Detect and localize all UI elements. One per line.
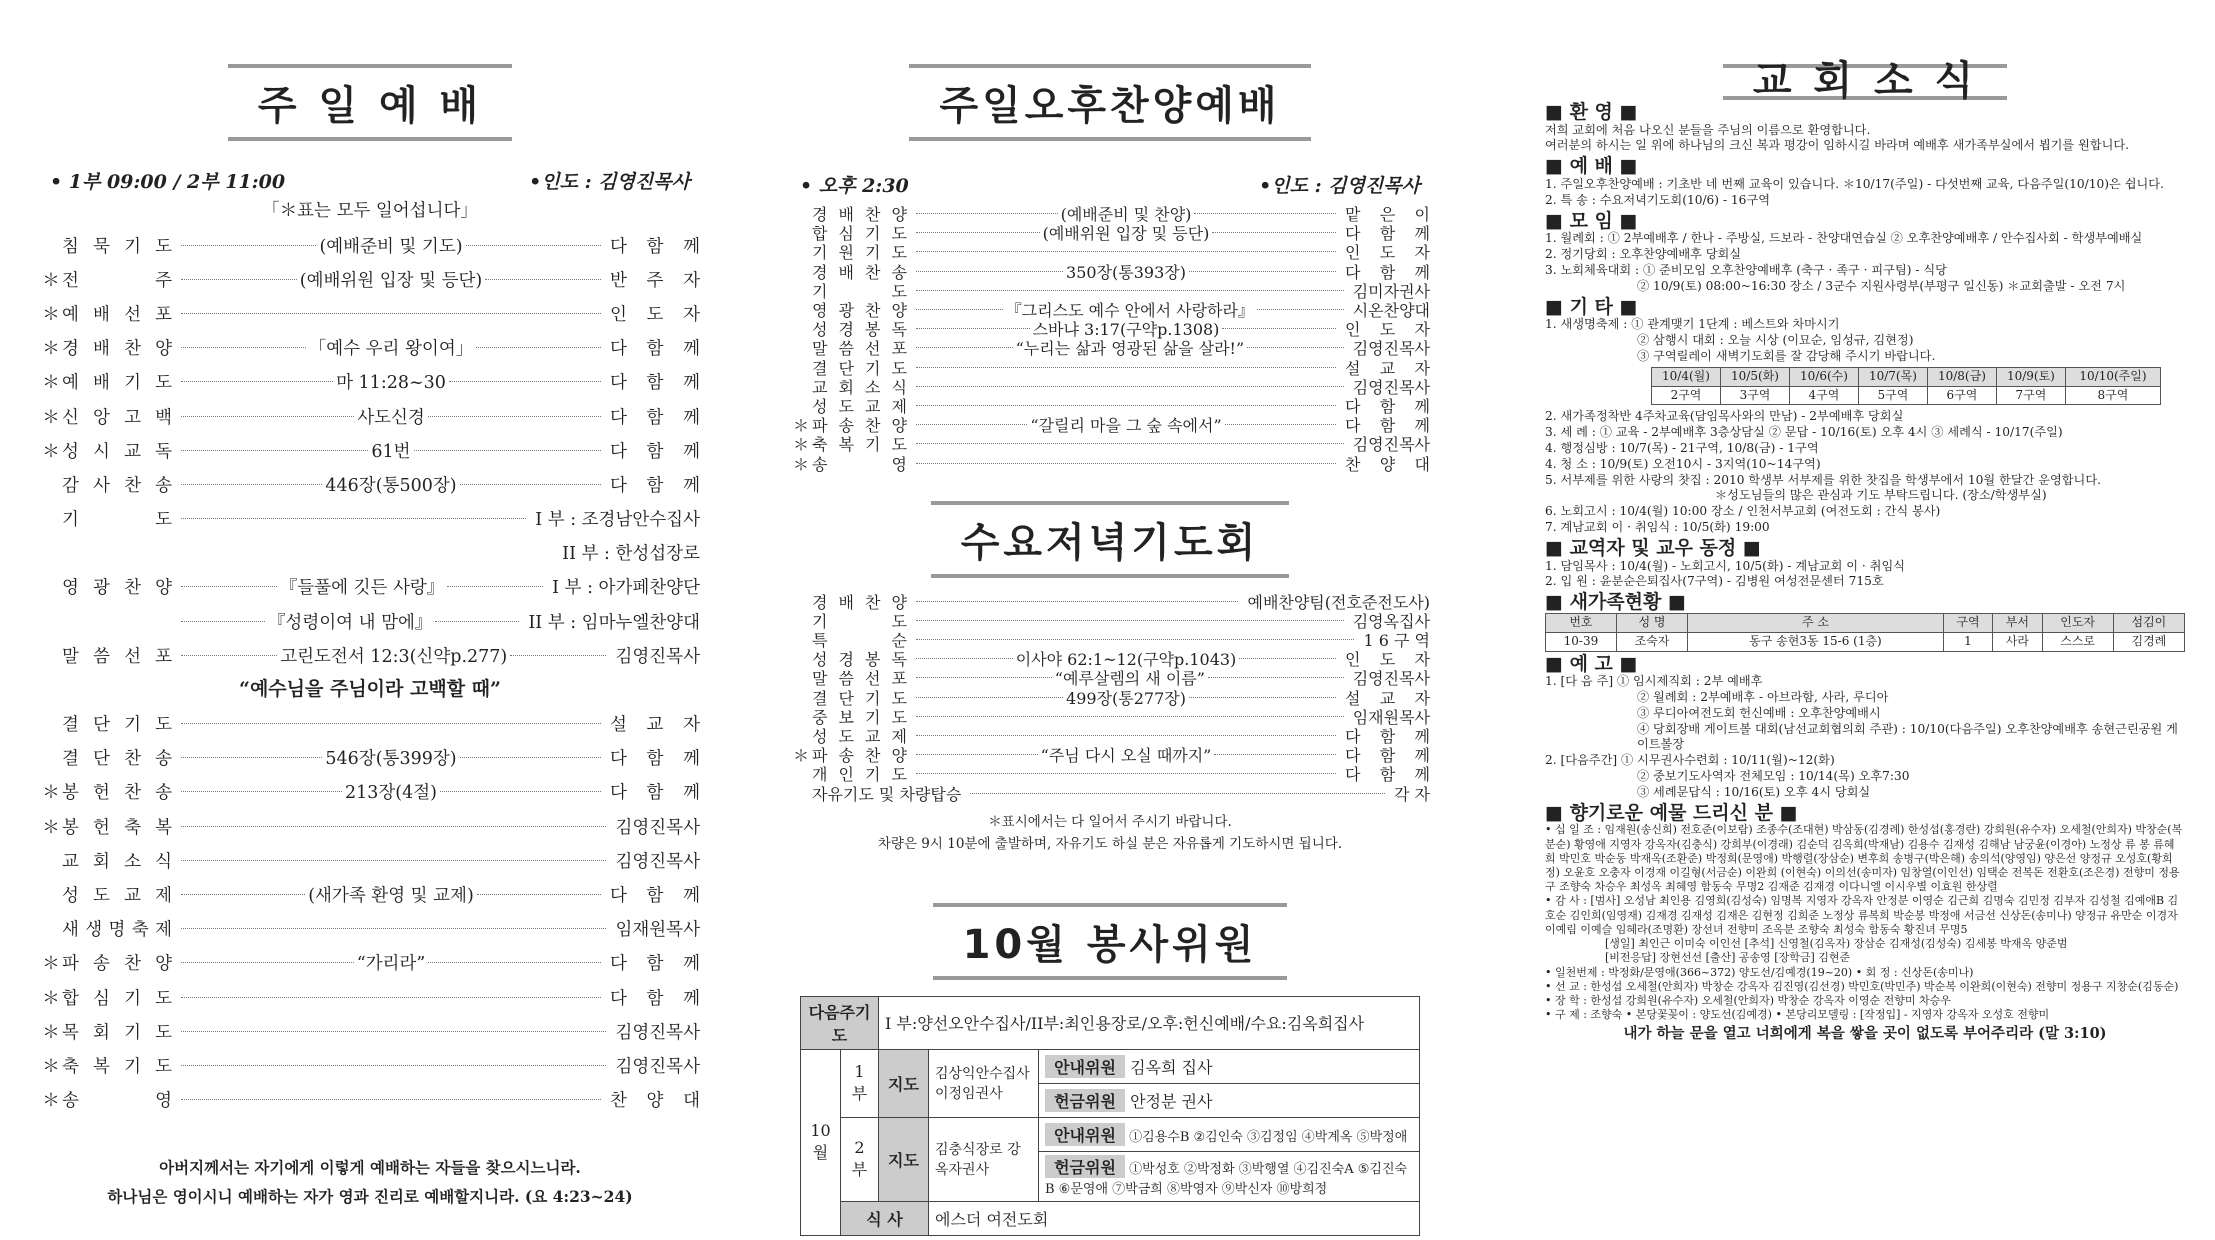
- order-item-content: 61번: [371, 441, 411, 462]
- order-item-content: 『들풀에 깃든 사랑』: [279, 578, 445, 599]
- footer-verse-1: 아버지께서는 자기에게 이렇게 예배하는 자들을 찾으시느니라.: [159, 1157, 581, 1177]
- order-item-content: (예배준비 및 기도): [319, 236, 463, 257]
- afternoon-worship-column: [790, 0, 1430, 1240]
- order-item-name: 결 단 기 도: [812, 688, 907, 708]
- order-item-name: 합 심 기 도: [62, 988, 172, 1009]
- order-item-person: 다 함 께: [610, 988, 700, 1009]
- order-item-name: 새 생 명 축 제: [62, 920, 172, 941]
- order-item-name: 성 경 봉 독: [812, 650, 907, 670]
- order-item-name: 자유기도 및 차량탑승: [812, 784, 962, 804]
- order-item-person: 다 함 께: [610, 441, 700, 462]
- order-item-person: 인 도 자: [1345, 650, 1430, 670]
- order-row: [40, 877, 700, 911]
- order-item-name: 교 회 소 식: [812, 377, 907, 397]
- order-list-2: [40, 706, 700, 1116]
- order-item-person: 김영진목사: [1352, 435, 1430, 455]
- order-item-person: 다 함 께: [610, 475, 700, 496]
- misc-heading: ■ 기 타 ■: [1545, 295, 1638, 318]
- order-item-person: 반 주 자: [610, 270, 700, 291]
- church-news-column: 교 회 소 식 ■ 환 영 ■ 저희 교회에 처음 나오신 분들을 주님의 이름으로 환영합니다. 여러분의 하시는 일 위에 하나님의 크신 복과 평강이 임하시길 바라며 예배후 새가족부실에서 뵙기를 원합니다. ■ 예 배 ■ 1. 주일오후찬양예배 : 기초반 네 번째 교육이 있습니다. ＊10/17(주일) - 다섯번째 교육, 다음주일(10/10)은 쉽니다. 2. 특 송 : 수요저녁기도회(10/6) - 16구역 ■ 모 임 ■ 1. 월례회 : ① 2부예배후 / 한나 - 주방실, 드보라 - 찬양대연습실 ② 오후찬양예배후 / 안수집사회 - 학생부예배실 2. 정기당회 : 오후찬양예배후 당회실 3. 노회체육대회 : ① 준비모임 오후찬양예배후 (축구 · 족구 · 피구팀) - 식당 ② 10/9(토) 08:00~16:30 장소 / 3군수 지원사령부(부평구 일신동) ＊교회출발 - 오전 7시 ■ 기 타 ■ 1. 새생명축제 : ① 관계맺기 1단계 : 베스트와 차마시기 ② 삼행시 대회 : 오늘 시상 (이묘순, 임성규, 김현정) ③ 구역릴레이 새벽기도회를 잘 감당해 주시기 바랍니다. 10/4(월) 10/5(화) 10/6(수) 10/7(목) 10/8(금) 10/9(토) 10/10(주일) 2구역 3구역 4구역 5구역 6구역 7구역 8구역 2. 새가족정착반 4주차교육(담임목사와의 만남) - 2부예배후 당회실 3. 세 례 : ① 교육 - 2부예배후 3층상담실 ② 문답 - 10/16(토) 오후 4시 ③ 세례식 - 10/17(주일) 4. 행정심방 : 10/7(목) - 21구역, 10/8(금) - 1구역 4. 청 소 : 10/9(토) 오전10시 - 3지역(10~14구역) 5. 서부제를 위한 사랑의 찻집 : 2010 학생부 서부제를 위한 찻집을 학생부에서 10월 한달간 운영합니다. ＊성도님들의 많은 관심과 기도 부탁드립니다. (장소/학생부실) 6. 노회고시 : 10/4(월) 10:00 장소 / 인천서부교회 (여전도회 : 간식 봉사) 7. 계남교회 이 · 취임식 : 10/5(화) 19:00 ■ 교역자 및 교우 동정 ■ 1. 담임목사 : 10/4(월) - 노회고시, 10/5(화) - 계남교회 이 · 취임식 2. 입 원 : 윤분순은퇴집사(7구역) - 김병원 여성전문센터 715호 ■ 새가족현황 ■ 번호 성 명 주 소 구역 부서 인도자 섬김이 10-39 조숙자 동구 송현3동 15-6 (1층) 1 사라 스스로 김경례 ■ 예 고 ■ 1. [다 음 주] ① 임시제직회 : 2부 예배후 ② 월례회 : 2부예배후 - 아브라함, 사라, 루디아 ③ 루디아여전도회 헌신예배 : 오후찬양예배시 ④ 당회장배 게이트볼 대회(남선교회협의회 주관) : 10/10(다음주일) 오후찬양예배후 송현근린공원 게이트볼장 2. [다음주간] ① 시무권사수련회 : 10/11(월)~12(화) ② 중보기도사역자 전체모임 : 10/14(목) 오후7:30 ③ 세례문답식 : 10/16(토) 오후 4시 당회실 ■ 향기로운 예물 드리신 분 ■ • 십 일 조 : 임재원(송신희) 전호준(이보람) 조종수(조대현) 박삼동(김경례) 한성섭(홍경란) 강희원(유수자) 오세철(안희자) 박창순(복분순) 황영애 지영자 강옥자(김충식) 강희부(이경래) 김순덕 김옥희(박재남) 김용수 김재성 김해남 남궁윤(이경아) 노정상 류 봉 류혜희 박민호 박순동 박재옥(조환준) 박정희(문영애) 박행렬(장삼순) 변후희 송병구(박은해) 송의석(양영임) 양은선 양정규 오성호(황희정) 오윤호 오충자 이경재 이길형(서금순) 이완희 (이현숙) 이의선(송미자) 임창열(이인선) 임택순 전복돈 전환호(조은경) 전향미 정용구 조향숙 차승우 최성옥 최혜영 함동숙 무명2 김재준 김재경 이다니엘 이시우별 이효원 한상렬 • 감 사 : [범사] 오성남 최인용 김영희(김성숙) 임명복 지영자 강옥자 안정분 이영순 김근희 김명숙 김민정 김부자 김성철 김예애B 김호순 김인희(임영재) 김재경 김재성 김재은 김현정 김희준 노정상 류복희 박순봉 박정애 서금선 신상돈(송미나) 양정규 유만순 이경자 이예림 이예슬 임혜라(조명환) 장선녀 전향미 조옥분 조향숙 최성숙 함동숙 황진녀 무명5 [생일] 최인근 이미숙 이인선 [추석] 신영철(김옥자) 장삼순 김재성(김성숙) 김세봉 박재옥 양준범 [비전응답] 장현선선 [출산] 공송영 [장학금] 김현준 • 일천번제 : 박정화/문영애(366~372) 양도선/김예경(19~20) • 회 정 : 신상돈(송미나) • 선 교 : 한성섭 오세철(안희자) 박창순 강옥자 김진영(김선경) 박민호(박민주) 박순복 이완희(이현숙) 전향미 정용구 지창순(김동순) • 장 학 : 한성섭 강희원(유수자) 오세철(안희자) 박창순 강옥자 이영순 전향미 차승우 • 구 제 : 조향숙 • 본당꽃꽂이 : 양도선(김예경) • 본당리모델링 : [작정입] - 지영자 강옥자 오성호 전향미 내가 하늘 문을 열고 너희에게 복을 쌓을 곳이 없도록 부어주리라 (말 3:10): [1545, 0, 2185, 1240]
- afternoon-leader: •인도 : 김영진목사: [1259, 175, 1420, 197]
- order-item-person: 찬 양 대: [1345, 454, 1430, 474]
- order-item-person: 다 함 께: [610, 407, 700, 428]
- staff-news-heading: ■ 교역자 및 교우 동정 ■: [1545, 536, 1761, 559]
- sunday-worship-column: [40, 0, 700, 1240]
- order-item-content: (예배준비 및 찬양): [1060, 205, 1192, 225]
- order-row: ＊ 경 배 찬 양 「예수 우리 왕이여」 다 함 께: [40, 331, 700, 365]
- footer-verse-2: 하나님은 영이시니 예배하는 자가 영과 진리로 예배할지니라. (요 4:23~24): [107, 1186, 633, 1206]
- order-item-name: 파 송 찬 양: [62, 954, 172, 975]
- order-item-content: 고린도전서 12:3(신약p.277): [280, 646, 508, 667]
- order-item-content: 350장(통393장): [1066, 262, 1186, 282]
- order-row: ＊ 성 시 교 독 61번 다 함 께: [40, 433, 700, 467]
- order-row: ＊ 신 앙 고 백 사도신경 다 함 께: [40, 399, 700, 433]
- order-item-person: 다 함 께: [1345, 224, 1430, 244]
- order-item-name: 목 회 기 도: [62, 1022, 172, 1043]
- order-item-name: 경 배 찬 양: [62, 339, 172, 360]
- wednesday-order-list: [790, 592, 1430, 803]
- order-item-name: 신 앙 고 백: [62, 407, 172, 428]
- order-item-person: 김영진목사: [615, 646, 700, 667]
- wednesday-title: 수요저녁기도회: [931, 501, 1289, 578]
- order-item-content: 『그리스도 예수 안에서 사랑하라』: [1005, 301, 1254, 321]
- afternoon-order-list: [790, 204, 1430, 473]
- order-item-name: 송 영: [62, 1091, 172, 1112]
- order-row: [40, 228, 700, 262]
- order-item-person: 김영진목사: [615, 1022, 700, 1043]
- order-row: ＊ 합 심 기 도 다 함 께: [40, 980, 700, 1014]
- order-item-name: 기 도: [812, 611, 907, 631]
- order-item-person: 김영진목사: [1352, 669, 1430, 689]
- order-item-name: 결 단 기 도: [812, 358, 907, 378]
- standing-note-2: ＊표시에서는 다 일어서 주시기 바랍니다.: [988, 813, 1232, 830]
- order-item-person: 설 교 자: [1345, 688, 1430, 708]
- worship-heading: ■ 예 배 ■: [1545, 155, 1638, 178]
- order-item-person: I 부 : 조경남안수집사: [535, 510, 700, 531]
- order-item-person: 다 함 께: [610, 954, 700, 975]
- volunteer-title: 10월 봉사위원: [933, 903, 1288, 980]
- church-news-title: 교 회 소 식: [1723, 64, 2007, 100]
- order-item-name: 축 복 기 도: [812, 435, 907, 455]
- order-item-name: 봉 헌 찬 송: [62, 783, 172, 804]
- order-row: [40, 741, 700, 775]
- order-item-name: 중 보 기 도: [812, 707, 907, 727]
- order-item-name: 기 도: [812, 281, 907, 301]
- order-item-person: 설 교 자: [610, 715, 700, 736]
- welcome-heading: ■ 환 영 ■: [1545, 100, 1638, 123]
- order-item-person: 김영옥집사: [1352, 611, 1430, 631]
- order-item-content: 213장(4절): [345, 783, 438, 804]
- order-item-content: 『성령이여 내 맘에』: [267, 612, 433, 633]
- order-row: ＊ 축 복 기 도 김영진목사: [790, 434, 1430, 453]
- order-row: ＊ 봉 헌 찬 송 213장(4절) 다 함 께: [40, 775, 700, 809]
- order-item-person: II 부 : 한성섭장로: [562, 544, 700, 565]
- order-item-name: 결 단 찬 송: [62, 749, 172, 770]
- order-item-content: “주님 다시 오실 때까지”: [1040, 746, 1212, 766]
- order-item-name: 경 배 찬 송: [812, 262, 907, 282]
- order-item-person: 1 6 구 역: [1363, 631, 1430, 651]
- order-item-person: 김영진목사: [1352, 339, 1430, 359]
- order-item-name: 결 단 기 도: [62, 715, 172, 736]
- order-item-person: 김영진목사: [615, 817, 700, 838]
- order-item-person: 다 함 께: [1345, 746, 1430, 766]
- order-item-content: “갈릴리 마을 그 숲 속에서”: [1030, 416, 1222, 436]
- order-item-name: 예 배 선 포: [62, 304, 172, 325]
- order-item-person: 임재원목사: [615, 920, 700, 941]
- order-item-name: 침 묵 기 도: [62, 236, 172, 257]
- order-item-person: 다 함 께: [610, 373, 700, 394]
- order-row: ＊ 예 배 기 도 마 11:28~30 다 함 께: [40, 365, 700, 399]
- order-row: [790, 784, 1430, 803]
- order-item-person: 맡 은 이: [1345, 205, 1430, 225]
- order-row: [40, 604, 700, 638]
- order-row: [40, 706, 700, 740]
- order-item-person: 다 함 께: [1345, 765, 1430, 785]
- new-family-table: 번호 성 명 주 소 구역 부서 인도자 섬김이 10-39 조숙자 동구 송현3동 15-6 (1층) 1 사라 스스로 김경례: [1545, 613, 2185, 652]
- order-row: ＊ 전 주 (예배위원 입장 및 등단) 반 주 자: [40, 262, 700, 296]
- order-item-person: 다 함 께: [610, 339, 700, 360]
- order-row: [40, 570, 700, 604]
- meeting-heading: ■ 모 임 ■: [1545, 209, 1638, 232]
- order-item-person: 다 함 께: [1345, 396, 1430, 416]
- order-item-name: 파 송 찬 양: [812, 746, 907, 766]
- order-row: ＊ 축 복 기 도 김영진목사: [40, 1048, 700, 1082]
- order-item-content: 546장(통399장): [325, 749, 457, 770]
- order-item-person: 찬 양 대: [610, 1091, 700, 1112]
- order-row: ＊ 파 송 찬 양 “갈릴리 마을 그 숲 속에서” 다 함 께: [790, 415, 1430, 434]
- order-item-content: 이사야 62:1~12(구약p.1043): [1015, 650, 1237, 670]
- vehicle-note: 차량은 9시 10분에 출발하며, 자유기도 하실 분은 자유롭게 기도하시면 됩니다.: [877, 835, 1343, 852]
- relay-table: 10/4(월) 10/5(화) 10/6(수) 10/7(목) 10/8(금) 10/9(토) 10/10(주일) 2구역 3구역 4구역 5구역 6구역 7구역 8구역: [1651, 367, 2161, 406]
- order-item-person: 다 함 께: [610, 236, 700, 257]
- order-row: ＊ 송 영 찬 양 대: [40, 1083, 700, 1117]
- order-item-person: 예배찬양팀(전호준전도사): [1247, 592, 1430, 612]
- standing-note: 「＊표는 모두 일어섭니다」: [262, 201, 478, 221]
- order-item-person: 다 함 께: [610, 783, 700, 804]
- order-item-name: 특 순: [812, 631, 907, 651]
- order-row: ＊ 송 영 찬 양 대: [790, 453, 1430, 472]
- order-item-content: “예루살렘의 새 이름”: [1054, 669, 1205, 689]
- leader: •인도 : 김영진목사: [529, 171, 690, 193]
- order-item-content: 「예수 우리 왕이여」: [308, 339, 474, 360]
- order-item-content: 사도신경: [357, 407, 425, 428]
- order-row: [40, 502, 700, 536]
- order-item-name: 말 씀 선 포: [62, 646, 172, 667]
- closing-verse: 내가 하늘 문을 열고 너희에게 복을 쌓을 곳이 없도록 부어주리라 (말 3:10): [1623, 1025, 2107, 1043]
- sunday-worship-title: 주 일 예 배: [228, 64, 512, 141]
- order-item-person: 다 함 께: [1345, 727, 1430, 747]
- notice-heading: ■ 예 고 ■: [1545, 652, 1638, 675]
- order-item-person: 임재원목사: [1352, 707, 1430, 727]
- order-item-content: (새가족 환영 및 교제): [308, 885, 474, 906]
- order-item-person: 김미자권사: [1352, 281, 1430, 301]
- order-item-content: (예배위원 입장 및 등단): [299, 270, 483, 291]
- order-item-person: 다 함 께: [610, 885, 700, 906]
- order-item-content: “가리라”: [356, 954, 426, 975]
- order-item-person: 김영진목사: [1352, 377, 1430, 397]
- order-item-content: 마 11:28~30: [336, 373, 446, 394]
- order-item-name: 경 배 찬 양: [812, 592, 907, 612]
- order-item-content: (예배위원 입장 및 등단): [1042, 224, 1210, 244]
- order-item-name: 경 배 찬 양: [812, 205, 907, 225]
- order-row: [40, 843, 700, 877]
- order-item-name: 성 도 교 제: [62, 885, 172, 906]
- order-row: [40, 912, 700, 946]
- order-list: [40, 228, 700, 672]
- order-item-name: 성 시 교 독: [62, 441, 172, 462]
- order-row: [40, 536, 700, 570]
- order-item-person: 인 도 자: [1345, 320, 1430, 340]
- order-item-name: 송 영: [812, 454, 907, 474]
- order-row: ＊ 봉 헌 축 복 김영진목사: [40, 809, 700, 843]
- new-family-heading: ■ 새가족현황 ■: [1545, 591, 1686, 614]
- afternoon-time: • 오후 2:30: [800, 175, 909, 197]
- volunteer-table: 다음주기도 I 부:양선오안수집사/II부:최인용장로/오후:헌신예배/수요:김옥희집사 10월 1부 지도 김상익안수집사 이정임권사 안내위원 김옥희 집사 헌금위원 안정분 권사 2부 지도 김충식장로 강옥자권사 안내위원 ①김용수B ②김인숙 ③김정임 ④박계옥 ⑤박정애 헌금위원 ①박성호 ②박정화 ③박행열 ④김진숙A ⑤김진숙B ⑥문영애 ⑦박금희 ⑧박영자 ⑨박신자 ⑩방희정 식 사 에스더 여전도회: [800, 996, 1420, 1236]
- order-item-name: 영 광 찬 양: [62, 578, 172, 599]
- order-item-name: 봉 헌 축 복: [62, 817, 172, 838]
- order-row: [40, 638, 700, 672]
- order-row: ＊ 파 송 찬 양 “가리라” 다 함 께: [40, 946, 700, 980]
- order-item-person: 인 도 자: [610, 304, 700, 325]
- order-row: ＊ 파 송 찬 양 “주님 다시 오실 때까지” 다 함 께: [790, 745, 1430, 764]
- order-item-name: 말 씀 선 포: [812, 669, 907, 689]
- order-item-name: 성 경 봉 독: [812, 320, 907, 340]
- order-item-person: 김영진목사: [615, 1056, 700, 1077]
- order-row: ＊ 예 배 선 포 인 도 자: [40, 296, 700, 330]
- offering-heading: ■ 향기로운 예물 드리신 분 ■: [1545, 801, 1798, 824]
- order-item-person: I 부 : 아가페찬양단: [552, 578, 700, 599]
- order-item-person: 인 도 자: [1345, 243, 1430, 263]
- order-item-content: 446장(통500장): [325, 475, 457, 496]
- order-item-person: 설 교 자: [1345, 358, 1430, 378]
- order-item-name: 성 도 교 제: [812, 727, 907, 747]
- order-item-name: 합 심 기 도: [812, 224, 907, 244]
- order-item-name: 파 송 찬 양: [812, 416, 907, 436]
- sermon-title: “예수님을 주님이라 고백할 때”: [239, 678, 501, 701]
- order-item-name: 전 주: [62, 270, 172, 291]
- order-item-name: 개 인 기 도: [812, 765, 907, 785]
- order-item-person: 김영진목사: [615, 851, 700, 872]
- order-item-content: “누리는 삶과 영광된 삶을 살라!”: [1015, 339, 1245, 359]
- order-item-name: 영 광 찬 양: [812, 301, 907, 321]
- order-item-name: 예 배 기 도: [62, 373, 172, 394]
- order-item-person: 다 함 께: [1345, 262, 1430, 282]
- order-item-name: 교 회 소 식: [62, 851, 172, 872]
- order-item-name: 감 사 찬 송: [62, 475, 172, 496]
- order-item-person: 시온찬양대: [1352, 301, 1430, 321]
- order-item-name: 성 도 교 제: [812, 396, 907, 416]
- order-item-name: 말 씀 선 포: [812, 339, 907, 359]
- order-row: [40, 467, 700, 501]
- order-item-name: 축 복 기 도: [62, 1056, 172, 1077]
- afternoon-worship-title: 주일오후찬양예배: [909, 64, 1310, 141]
- order-row: ＊ 목 회 기 도 김영진목사: [40, 1014, 700, 1048]
- order-item-person: 다 함 께: [1345, 416, 1430, 436]
- order-item-person: 다 함 께: [610, 749, 700, 770]
- order-item-person: II 부 : 임마누엘찬양대: [528, 612, 700, 633]
- order-item-name: 기 도: [62, 510, 172, 531]
- order-item-name: 기 원 기 도: [812, 243, 907, 263]
- order-item-content: 499장(통277장): [1066, 688, 1186, 708]
- order-item-person: 각 자: [1394, 784, 1430, 804]
- order-item-content: 스바냐 3:17(구약p.1308): [1032, 320, 1220, 340]
- service-times: • 1부 09:00 / 2부 11:00: [50, 171, 286, 193]
